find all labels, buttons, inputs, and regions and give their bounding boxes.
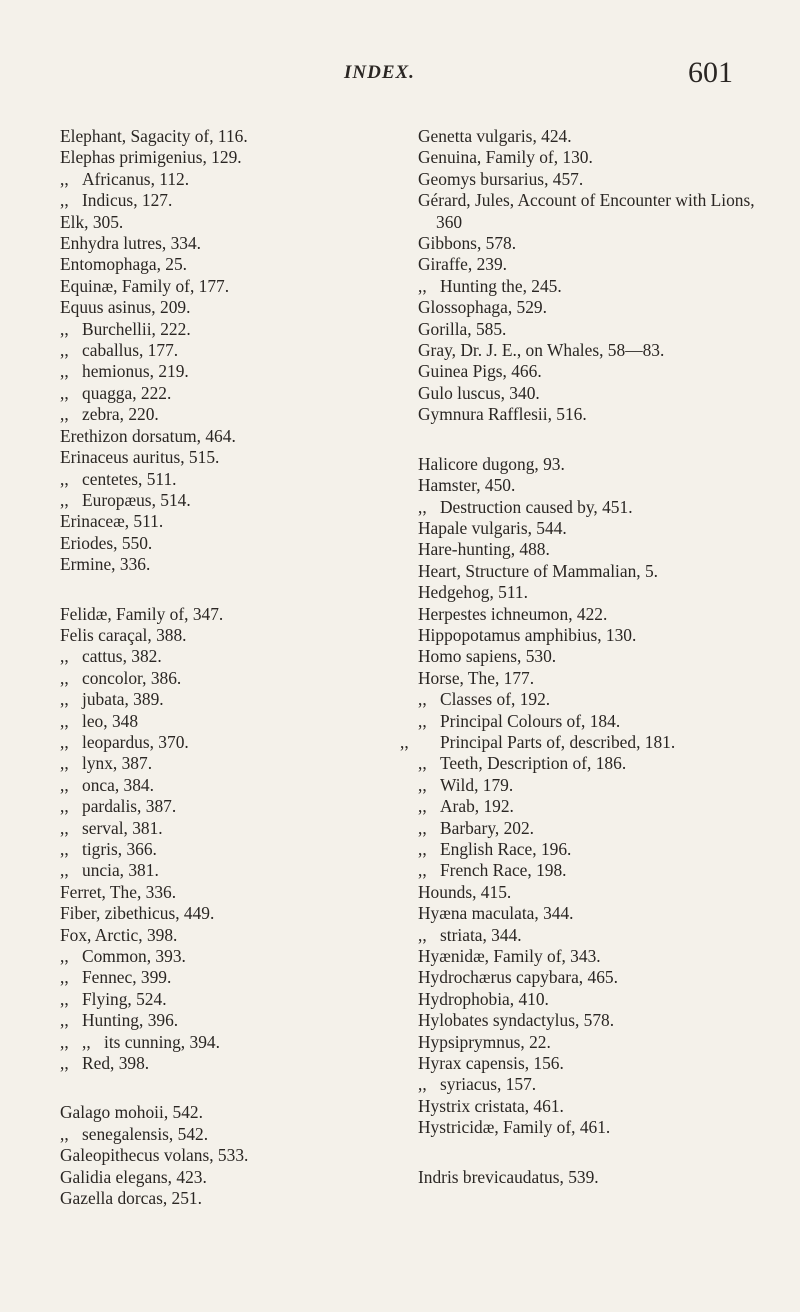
index-entry [60, 147, 392, 168]
index-entry [60, 254, 392, 275]
index-entry-text: leopardus, 370. [82, 731, 189, 752]
index-entry [60, 946, 392, 967]
index-entry [418, 539, 758, 560]
index-entry-text: Halicore dugong, 93. [418, 453, 565, 474]
index-entry-text: Red, 398. [82, 1053, 150, 1074]
index-entry [60, 533, 392, 554]
ditto-mark: ,, [60, 946, 69, 967]
index-entry-text: striata, 344. [440, 924, 522, 945]
index-entry [60, 297, 392, 318]
index-entry-text: jubata, 389. [82, 689, 164, 710]
index-entry-text: Felidæ, Family of, 347. [60, 603, 224, 624]
index-entry-text: Erinaceus auritus, 515. [60, 447, 220, 468]
index-entry-text: Hedgehog, 511. [418, 582, 528, 603]
ditto-mark: ,, [60, 839, 69, 859]
index-entry [418, 582, 758, 603]
index-entry [418, 839, 758, 860]
index-entry-text: Europæus, 514. [82, 489, 191, 510]
index-entry [418, 818, 758, 839]
index-column-left [60, 126, 392, 1210]
index-entry [418, 190, 758, 233]
index-entry [418, 989, 758, 1010]
index-entry-text: Galeopithecus volans, 533. [60, 1145, 249, 1166]
ditto-mark: ,, [60, 190, 69, 211]
index-entry [60, 1010, 392, 1031]
index-entry-text: Hyrax capensis, 156. [418, 1053, 564, 1074]
ditto-mark: ,, [60, 646, 69, 667]
index-column-right [400, 126, 758, 1188]
index-entry-text: Hyæna maculata, 344. [418, 903, 574, 924]
ditto-mark: ,, [60, 753, 69, 774]
index-entry [418, 646, 758, 667]
ditto-mark: ,, [60, 382, 69, 403]
index-entry [60, 212, 392, 233]
index-entry [418, 276, 758, 297]
ditto-mark: ,, [60, 988, 69, 1009]
index-entry-text: Wild, 179. [440, 774, 514, 795]
index-entry-text: Barbary, 202. [440, 817, 535, 838]
index-entry [60, 554, 392, 575]
index-entry [418, 625, 758, 646]
index-entry [418, 561, 758, 582]
index-entry-text: cattus, 382. [82, 646, 162, 667]
running-title: INDEX. [344, 62, 415, 83]
index-entry [418, 1074, 758, 1095]
index-entry-text: Elephant, Sagacity of, 116. [60, 126, 248, 146]
ditto-mark: ,, [60, 1053, 69, 1074]
index-entry [60, 775, 392, 796]
index-entry-text: Glossophaga, 529. [418, 297, 547, 318]
index-entry [418, 967, 758, 988]
index-entry-text: Africanus, 112. [82, 168, 190, 189]
index-entry-text: Erethizon dorsatum, 464. [60, 425, 236, 446]
index-entry-text: Heart, Structure of Mammalian, 5. [418, 560, 659, 581]
index-entry-text: Gray, Dr. J. E., on Whales, 58—83. [418, 340, 665, 361]
index-entry [418, 126, 758, 147]
index-entry [60, 1053, 392, 1074]
ditto-mark: ,, [418, 689, 427, 710]
index-entry-text: quagga, 222. [82, 382, 172, 403]
index-entry [60, 796, 392, 817]
index-entry-text: Galidia elegans, 423. [60, 1166, 207, 1187]
index-entry-text: English Race, 196. [440, 839, 572, 859]
index-entry-text: Hamster, 450. [418, 475, 516, 496]
ditto-mark: ,, [82, 1031, 91, 1052]
index-entry-text: Indicus, 127. [82, 190, 173, 211]
index-entry [60, 1032, 392, 1053]
ditto-mark: ,, [60, 1031, 69, 1052]
index-entry-text: Gérard, Jules, Account of Encounter with Lions, 360 [418, 190, 755, 232]
index-entry [418, 404, 758, 425]
ditto-mark: ,, [418, 753, 427, 774]
section-gap [60, 1074, 392, 1102]
index-entry [60, 447, 392, 468]
index-entry [60, 839, 392, 860]
index-entry [418, 169, 758, 190]
index-entry-text: Flying, 524. [82, 988, 167, 1009]
index-entry [418, 475, 758, 496]
index-entry-text: Elephas primigenius, 129. [60, 147, 242, 168]
ditto-mark: ,, [418, 924, 427, 945]
index-entry-text: Geomys bursarius, 457. [418, 168, 584, 189]
index-entry-text: Common, 393. [82, 946, 186, 967]
ditto-mark: ,, [418, 275, 427, 296]
ditto-mark: ,, [60, 168, 69, 189]
index-entry [60, 169, 392, 190]
index-entry [418, 454, 758, 475]
index-entry [418, 361, 758, 382]
index-entry-text: Fennec, 399. [82, 967, 172, 988]
index-entry [418, 668, 758, 689]
index-entry-text: pardalis, 387. [82, 796, 177, 817]
index-entry-text: Hystricidæ, Family of, 461. [418, 1117, 611, 1138]
index-entry [418, 1032, 758, 1053]
index-entry-text: centetes, 511. [82, 468, 177, 489]
index-entry-text: Hippopotamus amphibius, 130. [418, 624, 637, 645]
ditto-mark: ,, [418, 860, 427, 881]
ditto-mark: ,, [60, 340, 69, 361]
ditto-mark: ,, [60, 1010, 69, 1031]
index-entry-text: Enhydra lutres, 334. [60, 233, 202, 254]
ditto-mark: ,, [60, 796, 69, 817]
index-entry [60, 625, 392, 646]
index-entry-text: concolor, 386. [82, 667, 182, 688]
index-entry [60, 340, 392, 361]
index-entry-text: Homo sapiens, 530. [418, 646, 557, 667]
index-entry-text: Hypsiprymnus, 22. [418, 1031, 551, 1052]
index-entry-text: Indris brevicaudatus, 539. [418, 1166, 599, 1187]
index-entry-text: Hunting the, 245. [440, 275, 562, 296]
ditto-mark: ,, [400, 731, 409, 752]
index-entry-text: Hyænidæ, Family of, 343. [418, 946, 601, 967]
index-entry-text: Burchellii, 222. [82, 318, 191, 339]
index-entry-text: Genetta vulgaris, 424. [418, 126, 572, 146]
page-number: 601 [688, 56, 733, 89]
index-entry-text: Hapale vulgaris, 544. [418, 517, 567, 538]
index-entry [60, 1167, 392, 1188]
index-entry [400, 731, 758, 753]
ditto-mark: ,, [418, 496, 427, 517]
index-entry-text: Gorilla, 585. [418, 318, 507, 339]
index-entry [60, 511, 392, 532]
index-entry-text: Equus asinus, 209. [60, 297, 191, 318]
index-entry [418, 903, 758, 924]
ditto-mark: ,, [60, 361, 69, 382]
index-entry [418, 233, 758, 254]
index-entry-text: Guinea Pigs, 466. [418, 361, 542, 382]
index-entry [60, 319, 392, 340]
index-entry-text: Hystrix cristata, 461. [418, 1095, 564, 1116]
index-entry [418, 796, 758, 817]
ditto-mark: ,, [60, 817, 69, 838]
ditto-mark: ,, [60, 468, 69, 489]
index-entry-text: French Race, 198. [440, 860, 567, 881]
index-entry [60, 882, 392, 903]
index-entry [60, 404, 392, 425]
index-entry-text: Felis caraçal, 388. [60, 624, 187, 645]
ditto-mark: ,, [418, 774, 427, 795]
section-gap [418, 426, 758, 454]
ditto-mark: ,, [60, 967, 69, 988]
index-entry [418, 946, 758, 967]
index-entry-text: uncia, 381. [82, 860, 159, 881]
index-entry [60, 426, 392, 447]
index-entry-text: Genuina, Family of, 130. [418, 147, 593, 168]
index-entry-text: serval, 381. [82, 817, 163, 838]
ditto-mark: ,, [60, 489, 69, 510]
index-entry-text: Entomophaga, 25. [60, 254, 188, 275]
ditto-mark: ,, [60, 318, 69, 339]
index-entry [418, 775, 758, 796]
index-entry-text: Giraffe, 239. [418, 254, 508, 275]
index-entry [418, 518, 758, 539]
index-entry [418, 497, 758, 518]
index-entry [418, 860, 758, 881]
index-entry [60, 190, 392, 211]
index-entry-text: caballus, 177. [82, 340, 179, 361]
index-entry-text: Hylobates syndactylus, 578. [418, 1010, 615, 1031]
index-entry-text: Fiber, zibethicus, 449. [60, 903, 215, 924]
page-header [0, 56, 800, 96]
index-entry [418, 753, 758, 774]
index-entry [60, 469, 392, 490]
section-gap [60, 576, 392, 604]
index-entry [60, 668, 392, 689]
index-entry [418, 319, 758, 340]
index-entry [60, 233, 392, 254]
index-entry-text: Galago mohoii, 542. [60, 1102, 203, 1123]
index-entry [60, 711, 392, 732]
index-entry-text: Ferret, The, 336. [60, 881, 177, 902]
index-entry [60, 1102, 392, 1123]
ditto-mark: ,, [418, 817, 427, 838]
index-entry [60, 989, 392, 1010]
index-entry-text: Principal Colours of, 184. [440, 710, 621, 731]
index-entry-text: Gibbons, 578. [418, 233, 517, 254]
index-entry-text: Herpestes ichneumon, 422. [418, 603, 608, 624]
index-entry [418, 1117, 758, 1138]
index-entry-text: Teeth, Description of, 186. [440, 753, 627, 774]
ditto-mark: ,, [418, 710, 427, 731]
index-entry [60, 732, 392, 753]
index-entry-text: Gymnura Rafflesii, 516. [418, 404, 587, 425]
index-entry [60, 1145, 392, 1166]
index-entry-text: tigris, 366. [82, 839, 157, 859]
index-entry-text: Hydrophobia, 410. [418, 988, 549, 1009]
index-entry-text: Principal Parts of, described, 181. [440, 731, 676, 752]
index-entry-text: Fox, Arctic, 398. [60, 924, 178, 945]
ditto-mark: ,, [60, 404, 69, 425]
index-entry [418, 604, 758, 625]
index-entry-text: onca, 384. [82, 774, 154, 795]
index-entry [60, 689, 392, 710]
index-entry-text: senegalensis, 542. [82, 1123, 209, 1144]
index-entry-text: Destruction caused by, 451. [440, 496, 633, 517]
ditto-mark: ,, [60, 860, 69, 881]
index-entry [60, 860, 392, 881]
ditto-mark: ,, [60, 710, 69, 731]
index-entry [60, 126, 392, 147]
ditto-mark: ,, [418, 839, 427, 859]
index-entry-text: lynx, 387. [82, 753, 153, 774]
index-entry [60, 383, 392, 404]
ditto-mark: ,, [60, 689, 69, 710]
index-entry [418, 882, 758, 903]
ditto-mark: ,, [418, 796, 427, 817]
index-entry-text: syriacus, 157. [440, 1074, 537, 1095]
index-entry [60, 967, 392, 988]
index-entry-text: Hydrochærus capybara, 465. [418, 967, 618, 988]
index-entry [418, 340, 758, 361]
index-entry-text: leo, 348 [82, 710, 139, 731]
index-entry [418, 711, 758, 732]
ditto-mark: ,, [60, 774, 69, 795]
index-entry-text: Eriodes, 550. [60, 532, 153, 553]
index-entry [60, 925, 392, 946]
index-entry [60, 646, 392, 667]
index-entry-text: Elk, 305. [60, 211, 124, 232]
index-entry-text: Equinæ, Family of, 177. [60, 275, 230, 296]
index-entry-text: Erinaceæ, 511. [60, 511, 164, 532]
ditto-mark: ,, [418, 1074, 427, 1095]
index-entry [418, 383, 758, 404]
index-entry-text: Hounds, 415. [418, 881, 512, 902]
index-entry [418, 297, 758, 318]
index-entry [418, 147, 758, 168]
index-entry [418, 1010, 758, 1031]
index-entry [418, 1053, 758, 1074]
ditto-mark: ,, [60, 667, 69, 688]
index-entry [60, 361, 392, 382]
index-entry-text: Gulo luscus, 340. [418, 382, 540, 403]
index-entry [418, 689, 758, 710]
index-entry-text: zebra, 220. [82, 404, 159, 425]
index-entry-text: Hunting, 396. [82, 1010, 179, 1031]
index-entry [418, 1096, 758, 1117]
index-entry [418, 925, 758, 946]
index-entry-text: Ermine, 336. [60, 554, 151, 575]
index-entry-text: its cunning, 394. [104, 1031, 220, 1052]
index-entry-text: Gazella dorcas, 251. [60, 1188, 202, 1209]
index-entry-text: Arab, 192. [440, 796, 514, 817]
ditto-mark: ,, [60, 731, 69, 752]
index-entry [60, 276, 392, 297]
index-entry [418, 254, 758, 275]
index-entry [60, 604, 392, 625]
index-entry-text: Horse, The, 177. [418, 667, 535, 688]
index-entry-text: Classes of, 192. [440, 689, 551, 710]
index-entry [60, 818, 392, 839]
section-gap [418, 1139, 758, 1167]
index-entry [60, 753, 392, 774]
index-entry-text: Hare-hunting, 488. [418, 539, 550, 560]
index-entry [60, 1124, 392, 1145]
index-entry-text: hemionus, 219. [82, 361, 189, 382]
index-entry [60, 903, 392, 924]
ditto-mark: ,, [60, 1123, 69, 1144]
index-entry [60, 1188, 392, 1209]
index-entry [60, 490, 392, 511]
index-entry [418, 1167, 758, 1188]
